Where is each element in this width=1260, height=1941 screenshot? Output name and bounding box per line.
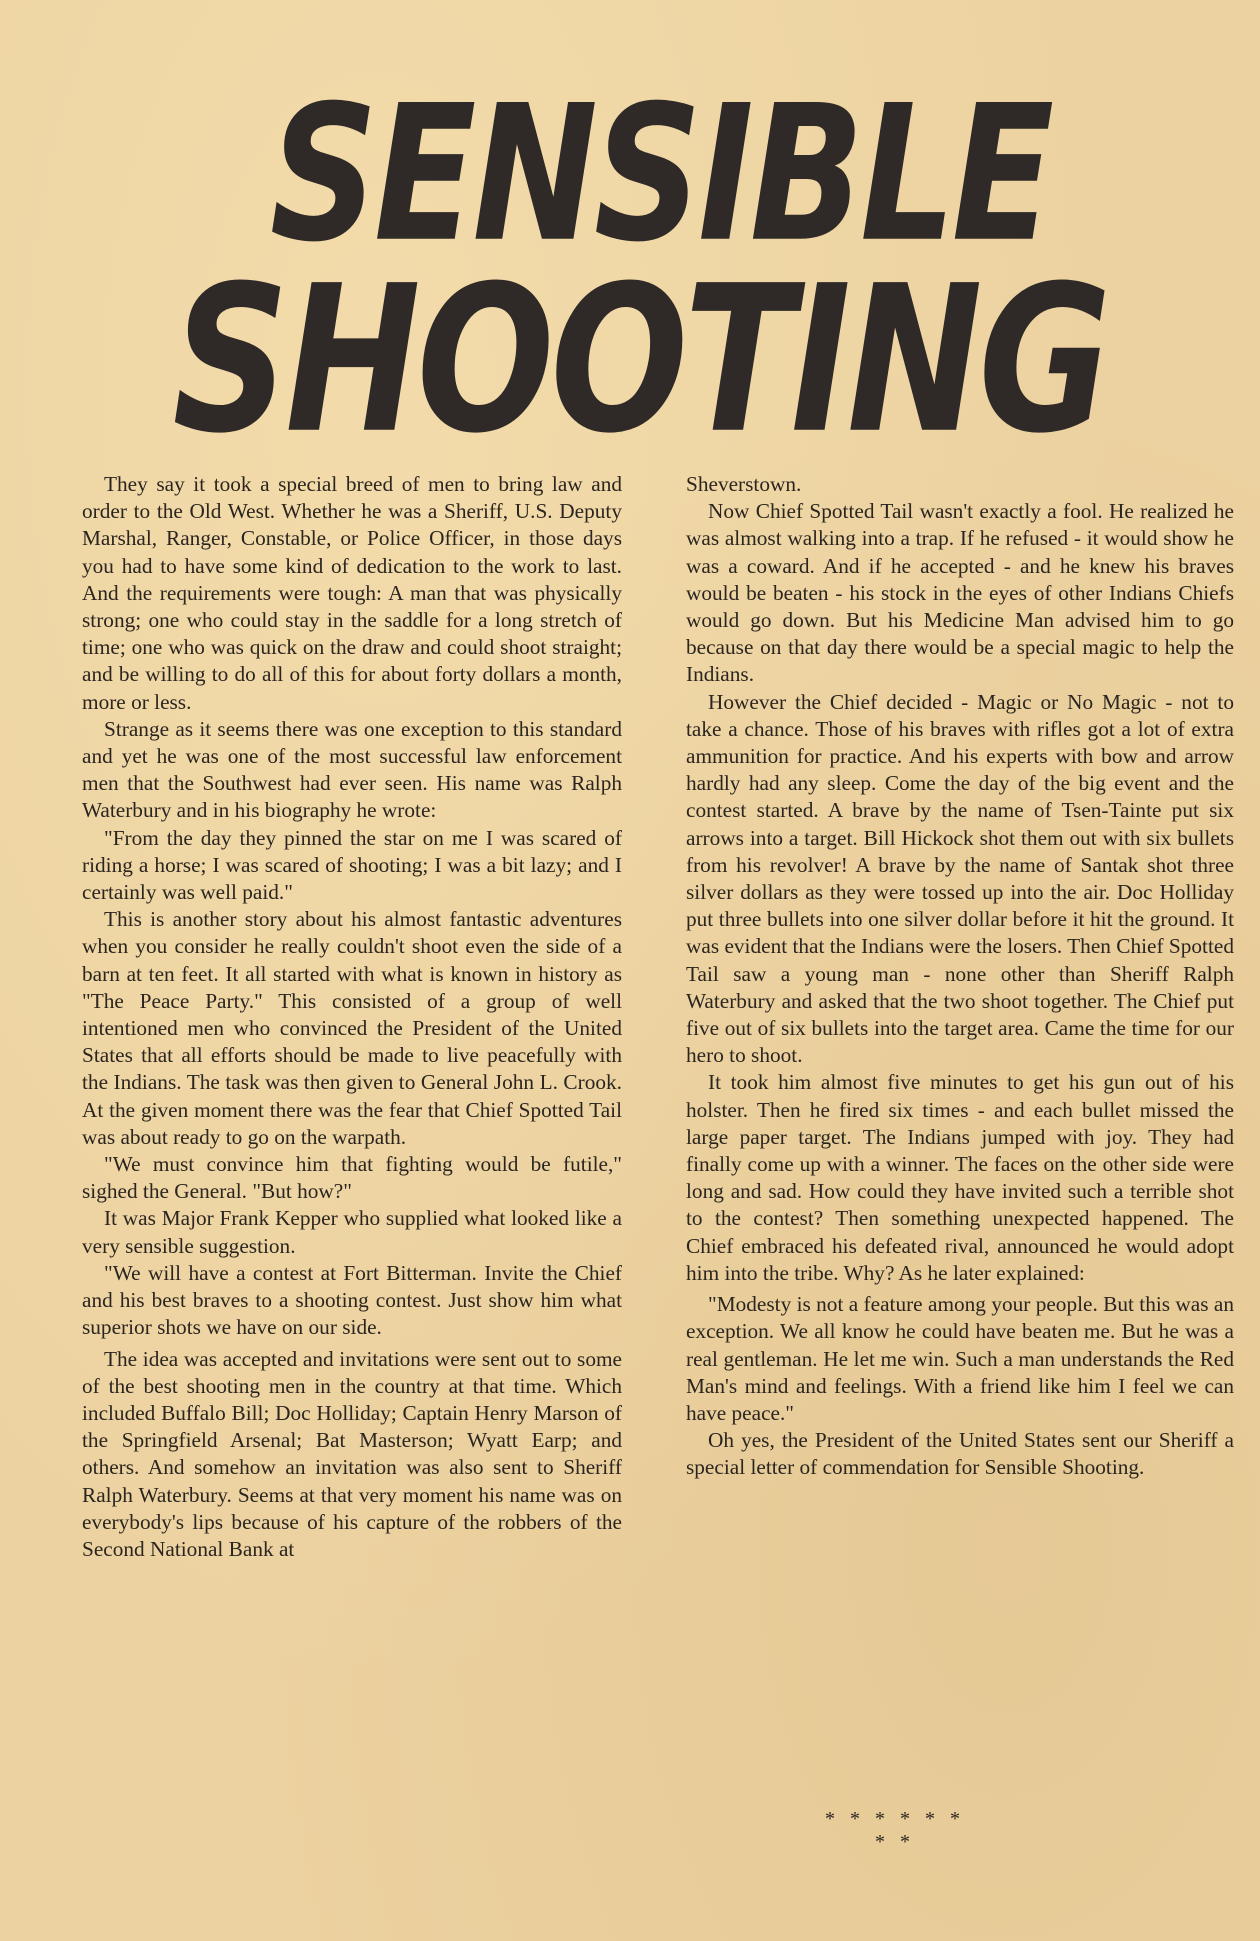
paragraph: The idea was accepted and invitations were sent out to some of the best shooting men in the country at that time. Which included Buffalo Bill; Doc Holliday; Captain Henry Marson of the Springfield Arsenal; Bat Masterson; Wyatt Earp; and others. And somehow an invitation was also sent to Sheriff Ralph Waterbury. Seems at that very moment his name was on everybody's lips because of his capture of the robbers of the Second National Bank at [82,1346,622,1561]
right-column [686,471,1234,1482]
paragraph: "Modesty is not a feature among your people. But this was an exception. We all know he could have beaten me. But he was a real gentleman. He let me win. Such a man understands the Red Man's mind and feelings. With a friend like him I feel we can have peace." [686,1292,1234,1425]
paragraph: Oh yes, the President of the United States sent our Sheriff a special letter of commendation for Sensible Shooting. [686,1428,1234,1480]
title-line-2: SHOOTING [172,243,1108,479]
end-mark: * * * * * * * * [825,1808,965,1853]
paragraph: Sheverstown. [686,472,802,496]
left-column [82,471,622,1563]
paragraph: Now Chief Spotted Tail wasn't exactly a fool. He realized he was almost walking into a trap. If he refused - it would show he was a coward. And if he accepted - and he knew his braves would be beaten - his stock in the eyes of other Indians Chiefs would go down. But his Medicine Man advised him to go because on that day there would be a special magic to help the Indians. [686,499,1234,687]
paragraph: "We must convince him that fighting would be futile," sighed the General. "But how?" [82,1152,622,1204]
paragraph: They say it took a special breed of men to bring law and order to the Old West. Whether he was a Sheriff, U.S. Deputy Marshal, Ranger, Constable, or Police Officer, in those days you had to have some kind of dedication to the work to last. And the requirements were tough: A man that was physically strong; one who could stay in the saddle for a long stretch of time; one who was quick on the draw and could shoot straight; and be willing to do all of this for about forty dollars a month, more or less. [82,472,622,714]
paragraph: It took him almost five minutes to get his gun out of his holster. Then he fired six times - and each bullet missed the large paper target. The Indians jumped with joy. They had finally come up with a winner. The faces on the other side were long and sad. How could they have invited such a terrible shot to the contest? Then something unexpected happened. The Chief embraced his defeated rival, announced he would adopt him into the tribe. Why? As he later explained: [686,1070,1234,1285]
paragraph: This is another story about his almost fantastic adventures when you consider he really couldn't shoot even the side of a barn at ten feet. It all started with what is known in history as "The Peace Party." This consisted of a group of well intentioned men who convinced the President of the United States that all efforts should be made to live peacefully with the Indians. The task was then given to General John L. Crook. At the given moment there was the fear that Chief Spotted Tail was about ready to go on the warpath. [82,907,622,1149]
paragraph: However the Chief decided - Magic or No Magic - not to take a chance. Those of his braves with rifles got a lot of extra ammunition for practice. And his experts with bow and arrow hardly had any sleep. Come the day of the big event and the contest started. A brave by the name of Tsen-Tainte put six arrows into a target. Bill Hickock shot them out with six bullets from his revolver! A brave by the name of Santak shot three silver dollars as they were tossed up into the air. Doc Holliday put three bullets into one silver dollar before it hit the ground. It was evident that the Indians were the losers. Then Chief Spotted Tail saw a young man - none other than Sheriff Ralph Waterbury and asked that the two shoot together. The Chief put five out of six bullets into the target area. Came the time for our hero to shoot. [686,689,1234,1068]
paragraph: Strange as it seems there was one exception to this standard and yet he was one of the most successful law enforcement men that the Southwest had ever seen. His name was Ralph Waterbury and in his biography he wrote: [82,716,622,823]
paragraph: "We will have a contest at Fort Bitterman. Invite the Chief and his best braves to a shooting contest. Just show him what superior shots we have on our side. [82,1260,622,1340]
paragraph: "From the day they pinned the star on me I was scared of riding a horse; I was scared of shooting; I was a bit lazy; and I certainly was well paid." [82,825,622,905]
paragraph: It was Major Frank Kepper who supplied what looked like a very sensible suggestion. [82,1206,622,1258]
title-line-1: SENSIBLE [269,66,1051,284]
